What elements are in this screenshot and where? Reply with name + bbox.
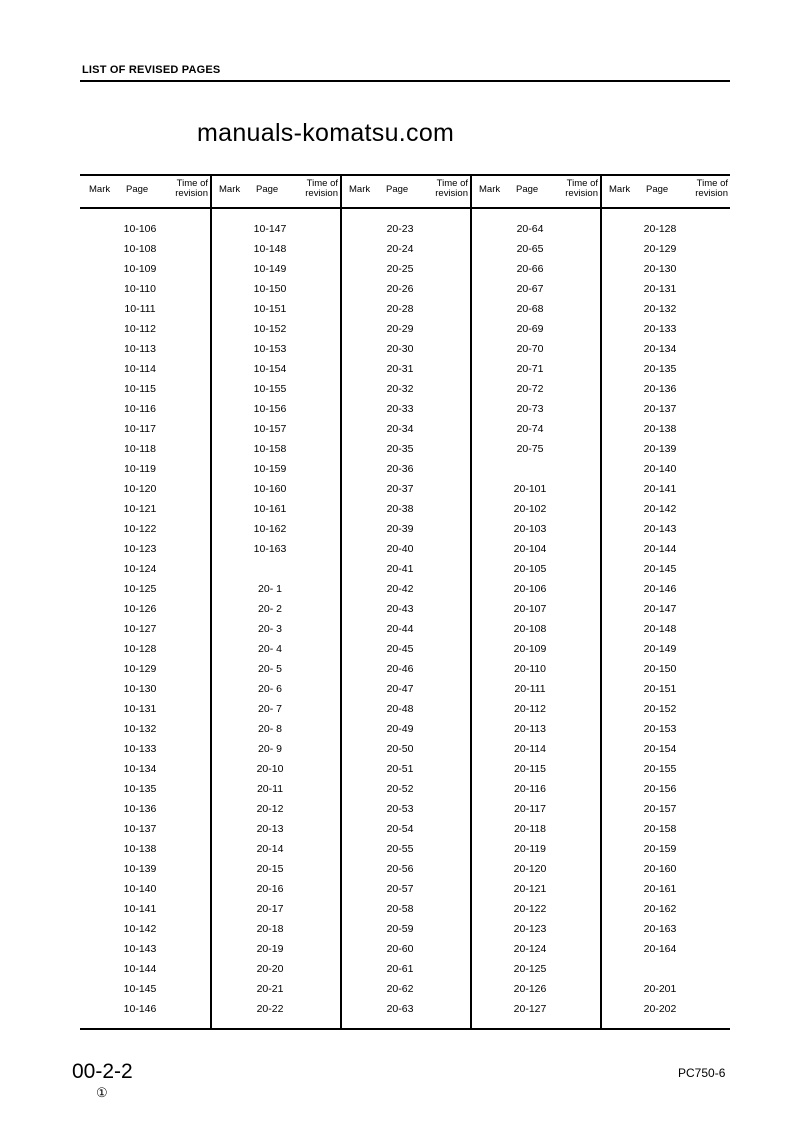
page-entry: 20-52: [386, 783, 414, 795]
page-entry: 10-114: [124, 363, 156, 375]
page-entry: 20-112: [514, 703, 546, 715]
page-entry: 20-20: [256, 963, 284, 975]
page-entry: 20-21: [256, 983, 284, 995]
page-entry: 20-157: [643, 803, 677, 815]
page-entry: 20-33: [386, 403, 414, 415]
page-entry: 20-61: [386, 963, 414, 975]
page-entry: 20-40: [386, 543, 414, 555]
page-entry: 20-139: [643, 443, 677, 455]
page-entry: 20-58: [386, 903, 414, 915]
page-entry: 10-160: [253, 483, 287, 495]
page-entry: 10-117: [124, 423, 156, 435]
page-entry: 20-146: [643, 583, 677, 595]
page-entry: 20-111: [514, 683, 546, 695]
page-entry: 20- 7: [258, 703, 282, 715]
page-entry: 10-159: [253, 463, 287, 475]
page-entry: 20-137: [643, 403, 677, 415]
header-mark: Mark: [609, 184, 631, 195]
page-entry: 20-161: [643, 883, 677, 895]
page-entry: 20- 3: [258, 623, 282, 635]
page-entry: 20-42: [386, 583, 414, 595]
page-entry: 10-108: [123, 243, 157, 255]
page-entry: 20- 1: [258, 583, 282, 595]
page-entry: 20-106: [513, 583, 547, 595]
page-entry: 10-129: [123, 663, 157, 675]
page-entry: 10-149: [253, 263, 287, 275]
table-header-rule: [80, 207, 730, 209]
page-entry: 10-146: [123, 1003, 157, 1015]
page-entry: 20-120: [513, 863, 547, 875]
page-entry: 10-113: [124, 343, 156, 355]
page-entry: 20-18: [256, 923, 284, 935]
page-entry: 10-135: [123, 783, 157, 795]
page-entry: 20-159: [643, 843, 677, 855]
page-entry: 20-14: [256, 843, 284, 855]
page-entry: 10-163: [253, 543, 287, 555]
page-entry: 20-64: [516, 223, 544, 235]
page-entry: 20-138: [643, 423, 677, 435]
page-entry: 20-134: [643, 343, 677, 355]
page-entry: 10-132: [123, 723, 157, 735]
page-entry: 20-158: [643, 823, 677, 835]
page-entry: 20-19: [256, 943, 284, 955]
column-divider: [470, 174, 472, 1029]
page-entry: 20-102: [513, 503, 547, 515]
page-entry: 20-118: [514, 823, 546, 835]
page-entry: 20-56: [386, 863, 414, 875]
column-divider: [340, 174, 342, 1029]
page-entry: 10-115: [124, 383, 156, 395]
page-entry: 20-24: [386, 243, 414, 255]
page-entry: 20-37: [386, 483, 414, 495]
page-entry: 20-26: [386, 283, 414, 295]
page-entry: 10-109: [123, 263, 157, 275]
page-entry: 20-133: [643, 323, 677, 335]
page-entry: 20-71: [516, 363, 544, 375]
page-entry: 20-113: [514, 723, 546, 735]
page-entry: 20-114: [514, 743, 546, 755]
page-entry: 20-122: [513, 903, 547, 915]
page-entry: 20-67: [516, 283, 544, 295]
page-entry: 20-63: [386, 1003, 414, 1015]
page-entry: 10-155: [253, 383, 287, 395]
page-entry: 20-66: [516, 263, 544, 275]
header-time-line1: Time of: [176, 178, 208, 189]
page-entry: 20-145: [643, 563, 677, 575]
page-entry: 20-74: [516, 423, 544, 435]
page-entry: 20-109: [513, 643, 547, 655]
page-entry: 10-136: [123, 803, 157, 815]
page-entry: 20-124: [513, 943, 547, 955]
page-entry: 10-123: [123, 543, 157, 555]
page-entry: 10-139: [123, 863, 157, 875]
page-entry: 20-25: [386, 263, 414, 275]
page-entry: 20-162: [643, 903, 677, 915]
header-page: Page: [126, 184, 149, 195]
page-entry: 10-147: [253, 223, 287, 235]
page-entry: 10-137: [123, 823, 157, 835]
page-entry: 20-70: [516, 343, 544, 355]
header-mark: Mark: [349, 184, 371, 195]
page-entry: 20-147: [643, 603, 677, 615]
page-entry: 20-127: [513, 1003, 547, 1015]
page-entry: 10-141: [123, 903, 157, 915]
page-entry: 10-127: [123, 623, 157, 635]
header-mark: Mark: [219, 184, 241, 195]
page-entry: 20-28: [386, 303, 414, 315]
page-entry: 20-155: [643, 763, 677, 775]
page-entry: 10-140: [123, 883, 157, 895]
header-page: Page: [646, 184, 669, 195]
page-entry: 10-128: [123, 643, 157, 655]
page-entry: 10-144: [123, 963, 157, 975]
page-entry: 20-46: [386, 663, 414, 675]
page-entry: 20-11: [256, 783, 284, 795]
page-entry: 20-116: [514, 783, 546, 795]
page-entry: 20-22: [256, 1003, 284, 1015]
page-entry: 20-121: [513, 883, 547, 895]
page-entry: 20-130: [643, 263, 677, 275]
page-entry: 20-163: [643, 923, 677, 935]
page-entry: 10-145: [123, 983, 157, 995]
page-entry: 10-124: [123, 563, 157, 575]
page-entry: 20-148: [643, 623, 677, 635]
page-entry: 20-57: [386, 883, 414, 895]
table-top-rule: [80, 174, 730, 176]
page-entry: 10-138: [123, 843, 157, 855]
page-entry: 20- 5: [258, 663, 282, 675]
page-entry: 20-35: [386, 443, 414, 455]
watermark: manuals-komatsu.com: [197, 119, 455, 147]
page-entry: 20-119: [514, 843, 546, 855]
page-entry: 20-45: [386, 643, 414, 655]
page-entry: 20-136: [643, 383, 677, 395]
page-entry: 20-131: [643, 283, 677, 295]
page-entry: 20- 2: [258, 603, 282, 615]
page-entry: 10-142: [123, 923, 157, 935]
page-entry: 20-30: [386, 343, 414, 355]
page-title: LIST OF REVISED PAGES: [82, 64, 221, 76]
page-entry: 20-153: [643, 723, 677, 735]
page-entry: 10-153: [253, 343, 287, 355]
page-entry: 10-121: [123, 503, 157, 515]
page-entry: 10-157: [253, 423, 287, 435]
page-entry: 20-101: [513, 483, 547, 495]
page-entry: 20-43: [386, 603, 414, 615]
page-entry: 20-51: [386, 763, 414, 775]
header-time-line2: revision: [305, 188, 338, 199]
page-entry: 20- 4: [258, 643, 282, 655]
page-entry: 20-135: [643, 363, 677, 375]
page-entry: 10-126: [123, 603, 157, 615]
page-entry: 10-131: [123, 703, 157, 715]
page-entry: 20-126: [513, 983, 547, 995]
page-entry: 20-123: [513, 923, 547, 935]
page-entry: 20-143: [643, 523, 677, 535]
page-entry: 20-72: [516, 383, 544, 395]
header-time-line1: Time of: [436, 178, 468, 189]
header-time-of-revision: [688, 179, 728, 199]
page-entry: 20-201: [643, 983, 677, 995]
page-entry: 10-106: [123, 223, 157, 235]
page-entry: 10-119: [124, 463, 156, 475]
page-entry: 20-17: [256, 903, 284, 915]
page-entry: 20-50: [386, 743, 414, 755]
title-rule: [80, 80, 730, 82]
page-entry: 20-10: [256, 763, 284, 775]
page-entry: 10-156: [253, 403, 287, 415]
page-entry: 20-69: [516, 323, 544, 335]
page-entry: 20- 9: [258, 743, 282, 755]
page-entry: 20-151: [643, 683, 677, 695]
header-page: Page: [256, 184, 279, 195]
page-entry: 20-54: [386, 823, 414, 835]
page-entry: 20-103: [513, 523, 547, 535]
page-entry: 20- 6: [258, 683, 282, 695]
page-entry: 20-41: [386, 563, 414, 575]
page-entry: 20-13: [256, 823, 284, 835]
page-entry: 20-160: [643, 863, 677, 875]
page-entry: 20- 8: [258, 723, 282, 735]
column-divider: [210, 174, 212, 1029]
page-entry: 20-29: [386, 323, 414, 335]
page-entry: 20-150: [643, 663, 677, 675]
page-entry: 10-150: [253, 283, 287, 295]
header-time-line2: revision: [175, 188, 208, 199]
page-number: 00-2-2: [72, 1060, 133, 1083]
page-entry: 20-129: [643, 243, 677, 255]
page-entry: 20-68: [516, 303, 544, 315]
page-entry: 20-108: [513, 623, 547, 635]
page-entry: 20-142: [643, 503, 677, 515]
header-time-line2: revision: [435, 188, 468, 199]
revision-mark: ①: [96, 1085, 108, 1100]
page-entry: 20-12: [256, 803, 284, 815]
page-entry: 20-59: [386, 923, 414, 935]
page-entry: 20-156: [643, 783, 677, 795]
page-entry: 20-132: [643, 303, 677, 315]
page-entry: 20-117: [514, 803, 546, 815]
page-entry: 20-107: [513, 603, 547, 615]
page-entry: 20-125: [513, 963, 547, 975]
page-entry: 20-15: [256, 863, 284, 875]
page-entry: 10-110: [124, 283, 156, 295]
header-time-of-revision: [428, 179, 468, 199]
page-entry: 10-120: [123, 483, 157, 495]
page-entry: 20-48: [386, 703, 414, 715]
page-entry: 20-55: [386, 843, 414, 855]
page-entry: 20-154: [643, 743, 677, 755]
page-entry: 10-122: [123, 523, 157, 535]
page-entry: 20-115: [514, 763, 546, 775]
page-entry: 10-125: [123, 583, 157, 595]
page-entry: 20-31: [386, 363, 414, 375]
page-entry: 20-141: [643, 483, 677, 495]
header-time-line2: revision: [695, 188, 728, 199]
page-entry: 10-143: [123, 943, 157, 955]
page-entry: 10-158: [253, 443, 287, 455]
header-page: Page: [516, 184, 539, 195]
page-entry: 20-38: [386, 503, 414, 515]
page-entry: 20-53: [386, 803, 414, 815]
header-time-of-revision: [558, 179, 598, 199]
header-time-of-revision: [168, 179, 208, 199]
page-entry: 10-161: [253, 503, 287, 515]
header-time-line1: Time of: [306, 178, 338, 189]
page-entry: 20-44: [386, 623, 414, 635]
column-divider: [600, 174, 602, 1029]
page-entry: 20-104: [513, 543, 547, 555]
page-entry: 10-134: [123, 763, 157, 775]
page-entry: 20-164: [643, 943, 677, 955]
header-time-of-revision: [298, 179, 338, 199]
page-entry: 20-32: [386, 383, 414, 395]
page-entry: 10-151: [253, 303, 287, 315]
page-entry: 10-152: [253, 323, 287, 335]
page-entry: 20-152: [643, 703, 677, 715]
page-entry: 20-140: [643, 463, 677, 475]
page-entry: 20-36: [386, 463, 414, 475]
page-entry: 20-49: [386, 723, 414, 735]
page-entry: 20-23: [386, 223, 414, 235]
page-entry: 10-162: [253, 523, 287, 535]
page-entry: 20-62: [386, 983, 414, 995]
page-entry: 10-133: [123, 743, 157, 755]
table-bottom-rule: [80, 1028, 730, 1030]
header-page: Page: [386, 184, 409, 195]
header-time-line2: revision: [565, 188, 598, 199]
page-entry: 20-128: [643, 223, 677, 235]
page-entry: 20-65: [516, 243, 544, 255]
page-entry: 20-16: [256, 883, 284, 895]
page-entry: 10-116: [124, 403, 156, 415]
page-entry: 20-202: [643, 1003, 677, 1015]
model-name: PC750-6: [678, 1066, 726, 1080]
page-entry: 10-154: [253, 363, 287, 375]
header-time-line1: Time of: [696, 178, 728, 189]
page-entry: 20-60: [386, 943, 414, 955]
page-entry: 20-105: [513, 563, 547, 575]
page-entry: 10-130: [123, 683, 157, 695]
header-mark: Mark: [89, 184, 111, 195]
page-entry: 20-47: [386, 683, 414, 695]
page-entry: 20-110: [514, 663, 546, 675]
header-mark: Mark: [479, 184, 501, 195]
page-entry: 10-111: [124, 303, 156, 315]
page-entry: 10-118: [124, 443, 156, 455]
page-entry: 20-39: [386, 523, 414, 535]
page-entry: 20-144: [643, 543, 677, 555]
page-entry: 10-148: [253, 243, 287, 255]
page-entry: 20-73: [516, 403, 544, 415]
page-entry: 20-34: [386, 423, 414, 435]
page-entry: 20-149: [643, 643, 677, 655]
header-time-line1: Time of: [566, 178, 598, 189]
page-entry: 10-112: [124, 323, 156, 335]
page-entry: 20-75: [516, 443, 544, 455]
